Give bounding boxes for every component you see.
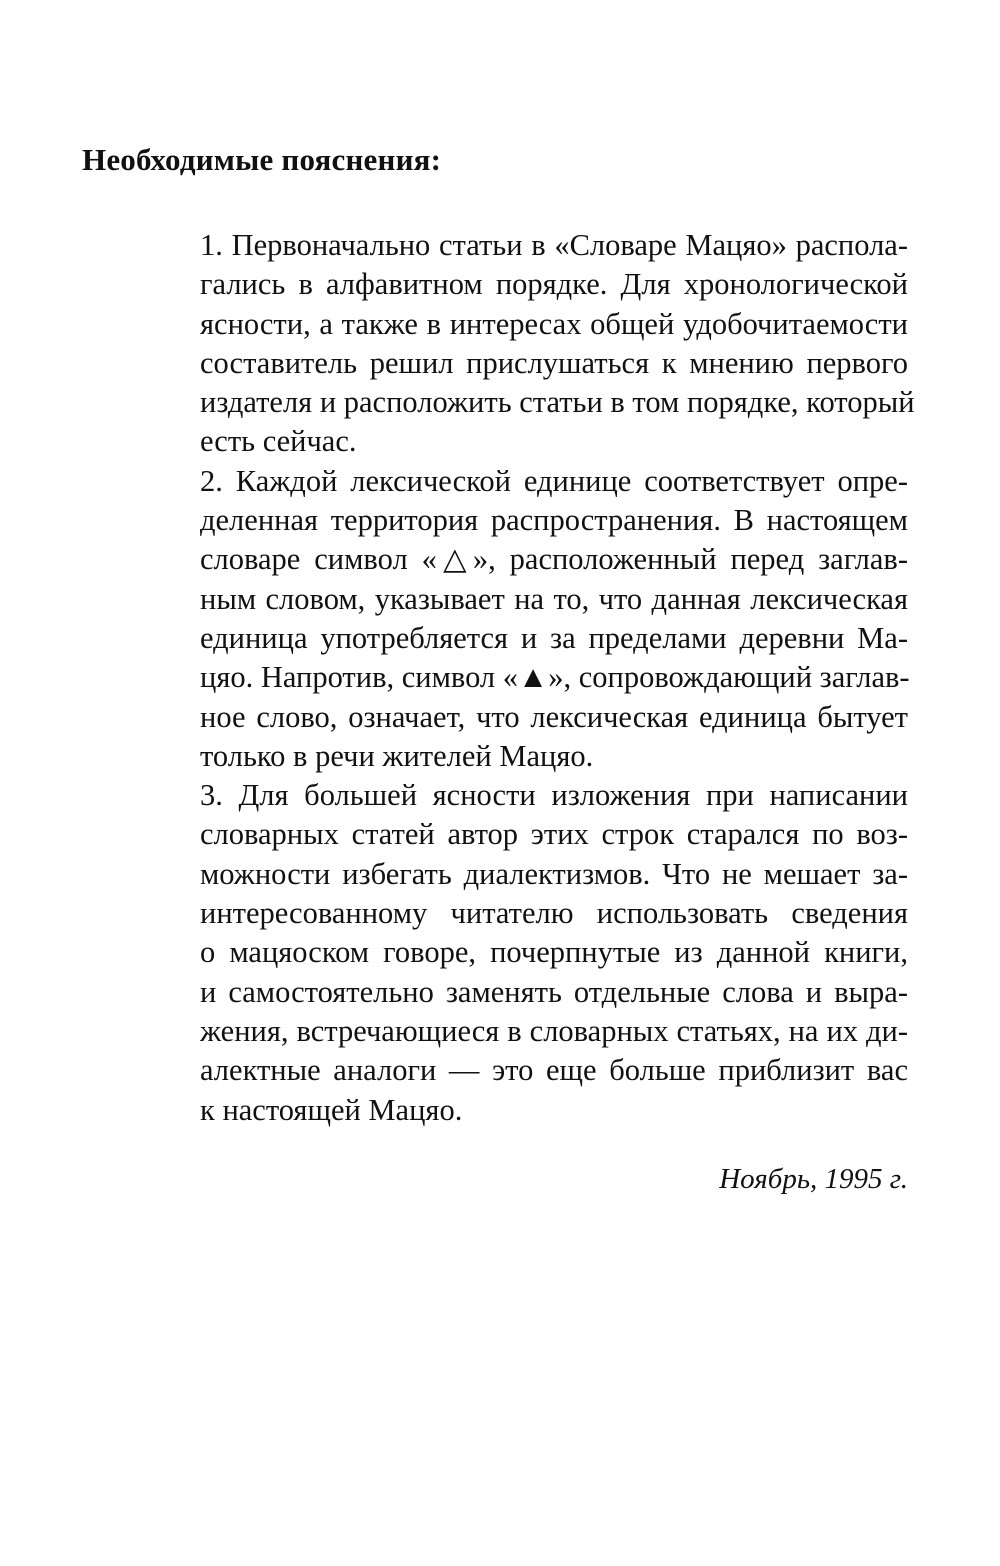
text-line: гались в алфавитном порядке. Для хронологической xyxy=(200,267,908,302)
paragraph-1 xyxy=(200,226,915,462)
page-heading: Необходимые пояснения: xyxy=(82,142,442,177)
text-line: есть сейчас. xyxy=(200,424,357,459)
text-line: интересованному читателю использовать сведения xyxy=(200,896,908,931)
paragraph-2 xyxy=(200,462,908,776)
date-signature: Ноябрь, 1995 г. xyxy=(719,1163,908,1195)
text-line: словаре символ «△», расположенный перед заглав- xyxy=(200,542,908,577)
text-line: жения, встречающиеся в словарных статьях, на их ди- xyxy=(200,1013,908,1048)
text-line: цяо. Напротив, символ «▲», сопровождающий заглав- xyxy=(200,660,910,695)
text-line: к настоящей Мацяо. xyxy=(200,1092,463,1127)
text-line: составитель решил прислушаться к мнению первого xyxy=(200,345,908,380)
explanations-body xyxy=(200,226,915,1130)
text-line: и самостоятельно заменять отдельные слова и выра- xyxy=(200,974,908,1009)
text-line: единица употребляется и за пределами деревни Ма- xyxy=(200,620,908,655)
text-line: можности избегать диалектизмов. Что не мешает за- xyxy=(200,856,908,891)
text-line: деленная территория распространения. В настоящем xyxy=(200,503,908,538)
text-line: ясности, а также в интересах общей удобочитаемости xyxy=(200,306,908,341)
text-line: 1. Первоначально статьи в «Словаре Мацяо» распола- xyxy=(200,228,908,262)
text-line: 2. Каждой лексической единице соответствует опре- xyxy=(200,463,908,498)
text-line: о мацяоском говоре, почерпнутые из данной книги, xyxy=(200,935,908,970)
text-line: 3. Для большей ясности изложения при написании xyxy=(200,778,908,813)
text-line: ным словом, указывает на то, что данная лексическая xyxy=(200,581,908,616)
text-line: ное слово, означает, что лексическая единица бытует xyxy=(200,699,908,734)
text-line: алектные аналоги — это еще больше приблизит вас xyxy=(200,1053,908,1088)
text-line: только в речи жителей Мацяо. xyxy=(200,738,594,773)
paragraph-3 xyxy=(200,776,908,1130)
text-line: издателя и расположить статьи в том порядке, который xyxy=(200,385,915,420)
text-line: словарных статей автор этих строк старался по воз- xyxy=(200,817,908,852)
